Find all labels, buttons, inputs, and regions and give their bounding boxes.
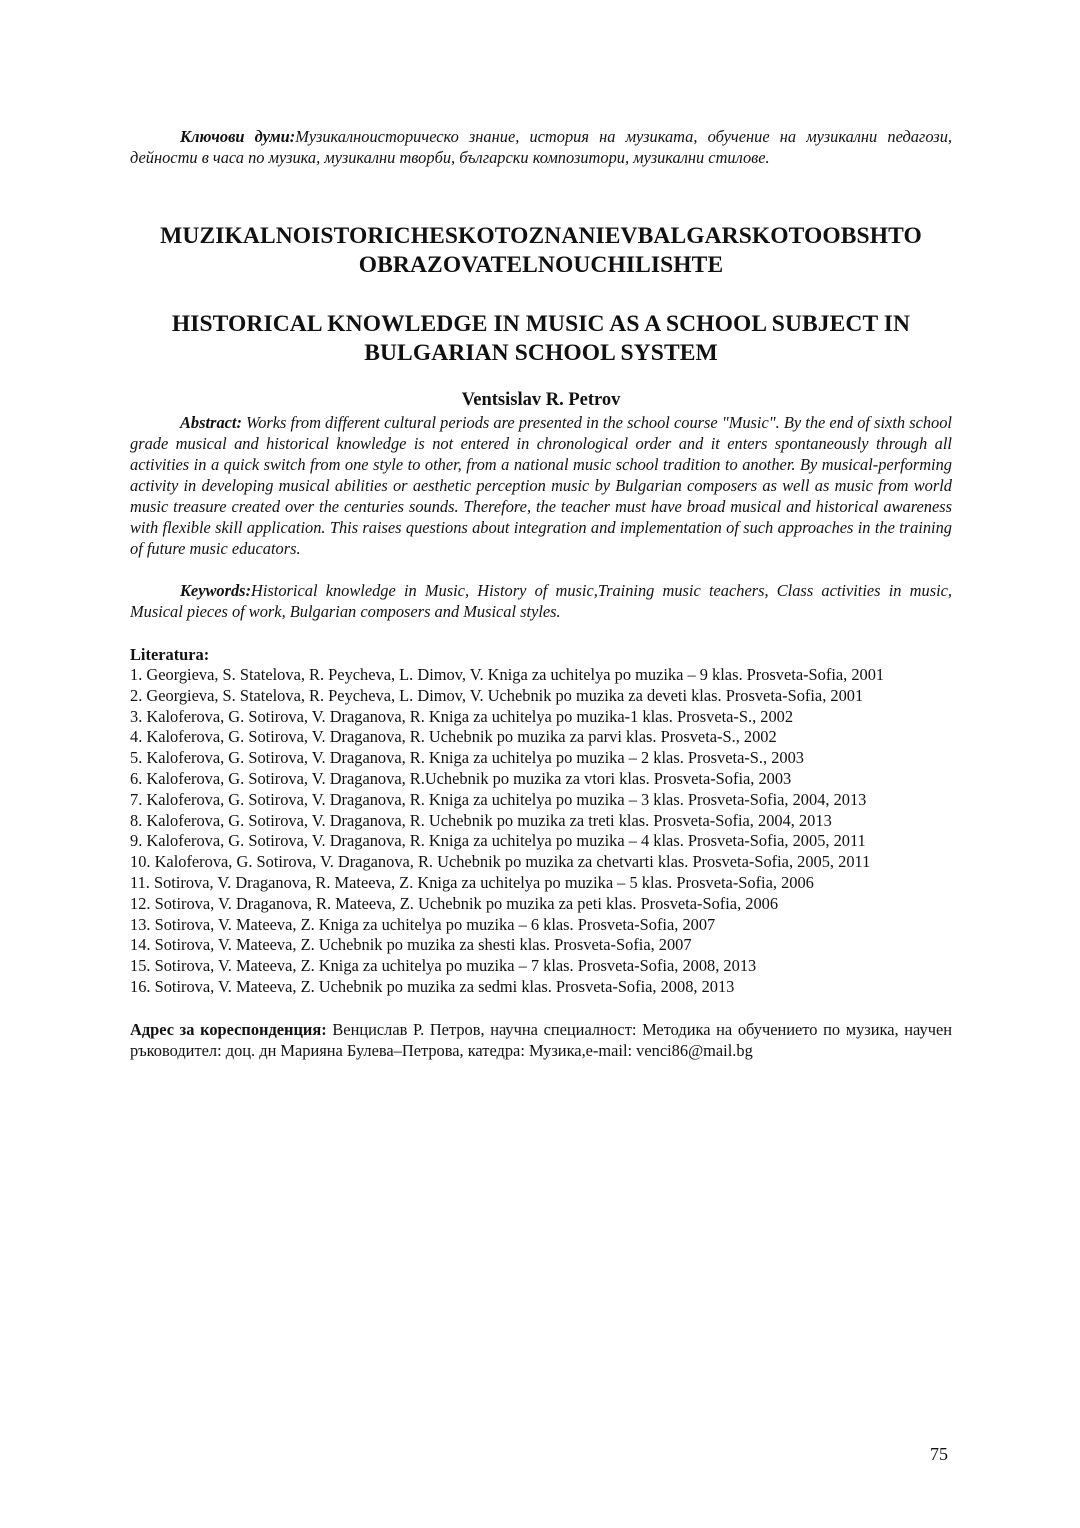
title-transliterated (130, 222, 952, 280)
title-english-line2: BULGARIAN SCHOOL SYSTEM (364, 340, 718, 366)
reference-item: 10. Kaloferova, G. Sotirova, V. Draganova, R. Uchebnik po muzika za chetvarti klas. Prosveta-Sofia, 2005, 2011 (130, 852, 871, 872)
reference-item: 13. Sotirova, V. Mateeva, Z. Kniga za uchitelya po muzika – 6 klas. Prosveta-Sofia, 2007 (130, 914, 716, 934)
title-transliterated-line2: OBRAZOVATELNOUCHILISHTE (358, 252, 724, 278)
abstract-text: Works from different cultural periods are presented in the school course "Music". By the end of sixth school grade musical and historical knowledge is not entered in chronological order and it enters spontaneously through all activities in a quick switch from one style to other, from a national music school tradition to another. By musical-performing activity in developing musical abilities or aesthetic perception music by Bulgarian composers as well as music from world music treasure created over the centuries sounds. Therefore, the teacher must have broad musical and historical awareness with flexible skill application. This raises questions about integration and implementation of such approaches in the training of future music educators. (130, 413, 952, 558)
keywords-english (130, 580, 952, 622)
reference-item: 7. Kaloferova, G. Sotirova, V. Draganova, R. Kniga za uchitelya po muzika – 3 klas. Prosveta-Sofia, 2004, 2013 (130, 789, 867, 809)
title-english-line1: HISTORICAL KNOWLEDGE IN MUSIC AS A SCHOOL SUBJECT IN (171, 311, 911, 337)
reference-item: 9. Kaloferova, G. Sotirova, V. Draganova, R. Kniga za uchitelya po muzika – 4 klas. Prosveta-Sofia, 2005, 2011 (130, 831, 866, 851)
keywords-bulgarian-label: Ключови думи: (180, 127, 296, 146)
keywords-english-label: Keywords: (180, 581, 252, 600)
reference-item: 4. Kaloferova, G. Sotirova, V. Draganova, R. Uchebnik po muzika za parvi klas. Prosveta-S., 2002 (130, 727, 777, 747)
reference-item: 15. Sotirova, V. Mateeva, Z. Kniga za uchitelya po muzika – 7 klas. Prosveta-Sofia, 2008, 2013 (130, 956, 757, 976)
reference-item: 14. Sotirova, V. Mateeva, Z. Uchebnik po muzika za shesti klas. Prosveta-Sofia, 2007 (130, 935, 692, 955)
abstract (130, 412, 952, 559)
reference-item: 11. Sotirova, V. Draganova, R. Mateeva, Z. Kniga za uchitelya po muzika – 5 klas. Prosveta-Sofia, 2006 (130, 872, 814, 892)
keywords-bulgarian (130, 126, 952, 168)
reference-item: 12. Sotirova, V. Draganova, R. Mateeva, Z. Uchebnik po muzika za peti klas. Prosveta-Sofia, 2006 (130, 893, 779, 913)
correspondence-address-label: Адрес за кореспонденция: (130, 1019, 327, 1039)
reference-item: 3. Kaloferova, G. Sotirova, V. Draganova, R. Kniga za uchitelya po muzika-1 klas. Prosveta-S., 2002 (130, 706, 794, 726)
paper-page (130, 126, 952, 1061)
correspondence-address (130, 1019, 952, 1061)
title-english (130, 310, 952, 368)
reference-item: 6. Kaloferova, G. Sotirova, V. Draganova, R.Uchebnik po muzika za vtori klas. Prosveta-Sofia, 2003 (130, 768, 792, 788)
title-transliterated-line1: MUZIKALNOISTORICHESKOTOZNANIEVBALGARSKOTOOBSHTO (160, 223, 922, 249)
reference-item: 8. Kaloferova, G. Sotirova, V. Draganova, R. Uchebnik po muzika za treti klas. Prosveta-Sofia, 2004, 2013 (130, 810, 832, 830)
author-name: Ventsislav R. Petrov (461, 390, 621, 410)
reference-item: 1. Georgieva, S. Statelova, R. Peycheva, L. Dimov, V. Kniga za uchitelya po muzika – 9 klas. Prosveta-Sofia, 2001 (130, 665, 885, 684)
abstract-label: Abstract: (180, 413, 242, 432)
page-number: 75 (930, 1444, 948, 1464)
correspondence-address-text: Венцислав Р. Петров, научна специалност: Методика на обучението по музика, научен ръководител: доц. дн Марияна Булева–Петрова, катедра: Музика,e-mail: venci86@mail.bg (130, 1019, 952, 1060)
literature-heading: Literatura: (130, 645, 210, 664)
reference-item: 5. Kaloferova, G. Sotirova, V. Draganova, R. Kniga za uchitelya po muzika – 2 klas. Prosveta-S., 2003 (130, 748, 804, 768)
reference-item: 16. Sotirova, V. Mateeva, Z. Uchebnik po muzika za sedmi klas. Prosveta-Sofia, 2008, 2013 (130, 976, 735, 996)
reference-item: 2. Georgieva, S. Statelova, R. Peycheva, L. Dimov, V. Uchebnik po muzika za deveti klas. Prosveta-Sofia, 2001 (130, 685, 864, 705)
keywords-english-text: Historical knowledge in Music, History of music,Training music teachers, Class activities in music, Musical pieces of work, Bulgarian composers and Musical styles. (130, 581, 952, 621)
keywords-bulgarian-text: Музикалноисторическо знание, история на музиката, обучение на музикални педагози, дейности в часа по музика, музикални творби, български композитори, музикални стилове. (130, 127, 952, 167)
reference-list (130, 665, 952, 998)
